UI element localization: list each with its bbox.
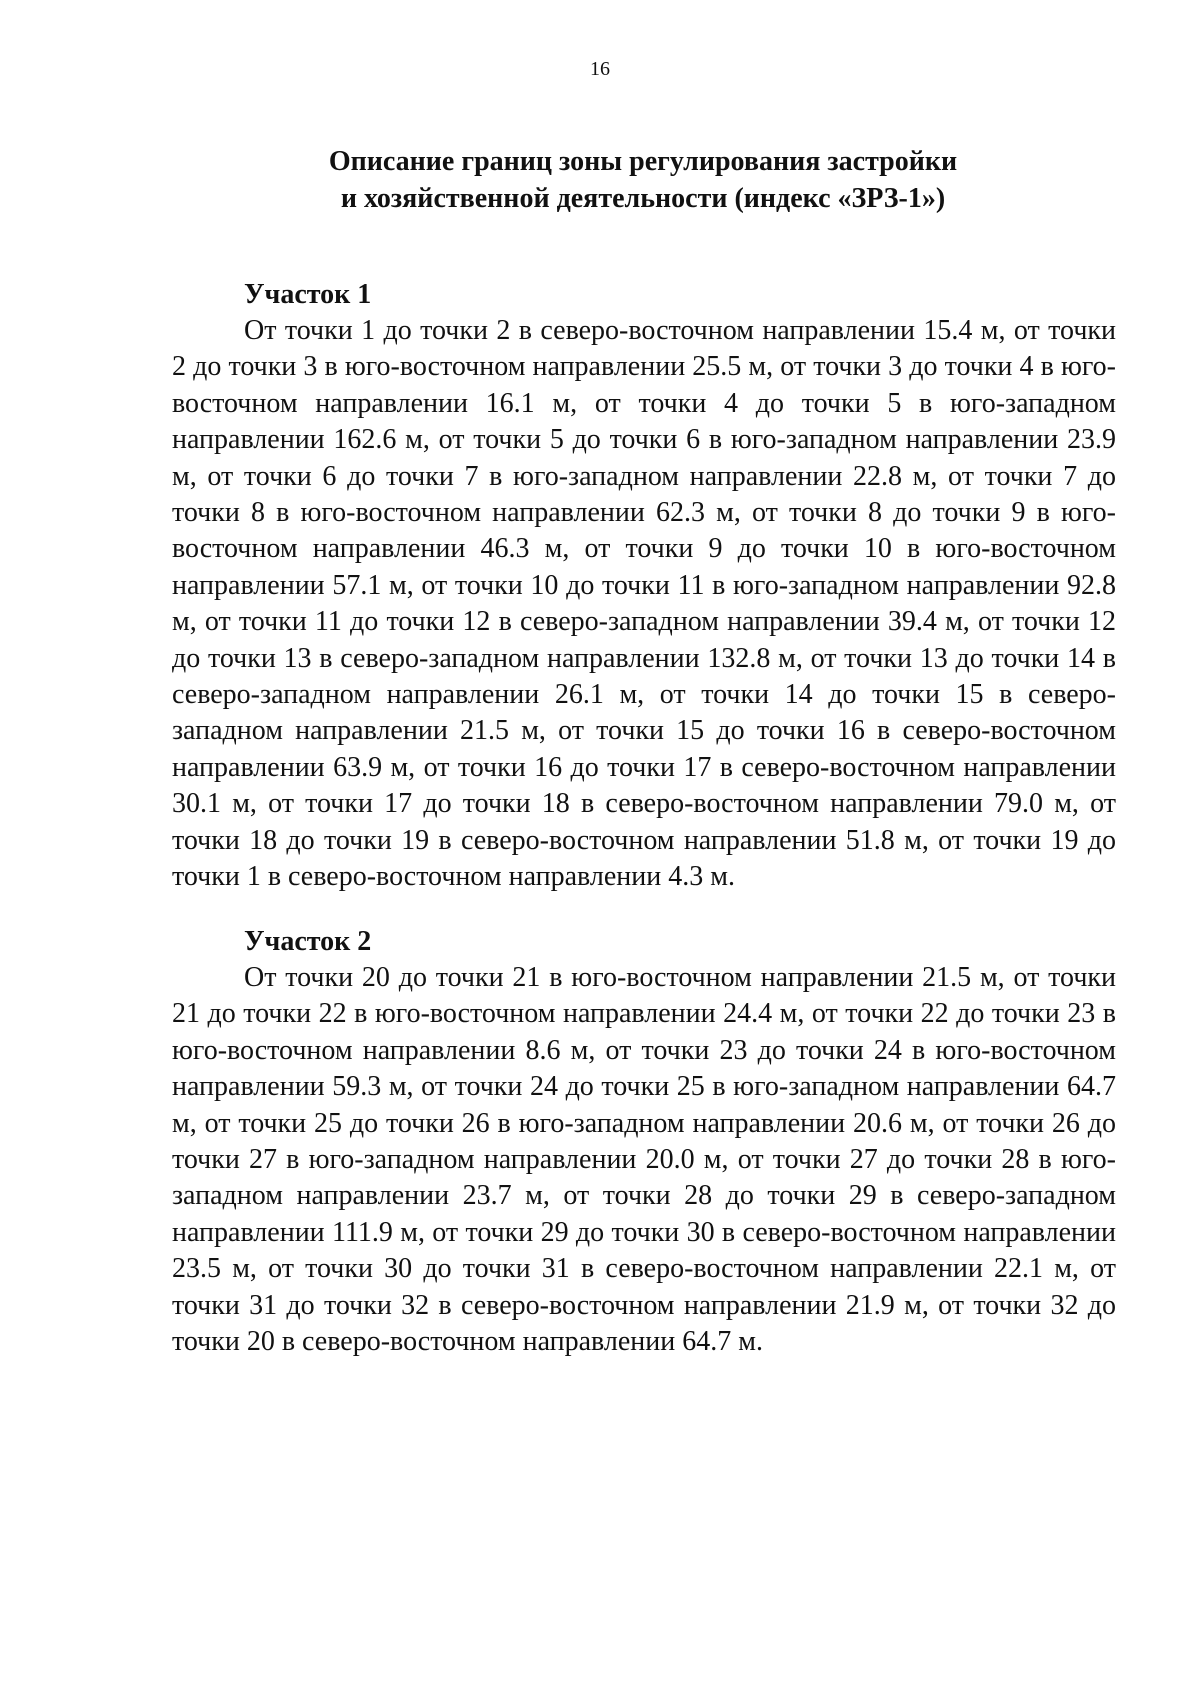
title-line-2: и хозяйственной деятельности (индекс «ЗРЗ-1») — [340, 183, 946, 214]
document-title — [170, 143, 1116, 217]
section-heading: Участок 1 — [244, 279, 372, 310]
section-heading: Участок 2 — [244, 926, 372, 957]
title-line-1: Описание границ зоны регулирования застройки — [328, 146, 958, 177]
section-paragraph: От точки 1 до точки 2 в северо-восточном направлении 15.4 м, от точки 2 до точки 3 в юго-восточном направлении 25.5 м, от точки 3 до точки 4 в юго-восточном направлении 16.1 м, от точки 4 до точки 5 в юго-западном направлении 162.6 м, от точки 5 до точки 6 в юго-западном направлении 23.9 м, от точки 6 до точки 7 в юго-западном направлении 22.8 м, от точки 7 до точки 8 в юго-восточном направлении 62.3 м, от точки 8 до точки 9 в юго-восточном направлении 46.3 м, от точки 9 до точки 10 в юго-восточном направлении 57.1 м, от точки 10 до точки 11 в юго-западном направлении 92.8 м, от точки 11 до точки 12 в северо-западном направлении 39.4 м, от точки 12 до точки 13 в северо-западном направлении 132.8 м, от точки 13 до точки 14 в северо-западном направлении 26.1 м, от точки 14 до точки 15 в северо-западном направлении 21.5 м, от точки 15 до точки 16 в северо-восточном направлении 63.9 м, от точки 16 до точки 17 в северо-восточном направлении 30.1 м, от точки 17 до точки 18 в северо-восточном направлении 79.0 м, от точки 18 до точки 19 в северо-восточном направлении 51.8 м, от точки 19 до точки 1 в северо-восточном направлении 4.3 м. — [172, 315, 1116, 893]
section-paragraph: От точки 20 до точки 21 в юго-восточном направлении 21.5 м, от точки 21 до точки 22 в юго-восточном направлении 24.4 м, от точки 22 до точки 23 в юго-восточном направлении 8.6 м, от точки 23 до точки 24 в юго-восточном направлении 59.3 м, от точки 24 до точки 25 в юго-западном направлении 64.7 м, от точки 25 до точки 26 в юго-западном направлении 20.6 м, от точки 26 до точки 27 в юго-западном направлении 20.0 м, от точки 27 до точки 28 в юго-западном направлении 23.7 м, от точки 28 до точки 29 в северо-западном направлении 111.9 м, от точки 29 до точки 30 в северо-восточном направлении 23.5 м, от точки 30 до точки 31 в северо-восточном направлении 22.1 м, от точки 31 до точки 32 в северо-восточном направлении 21.9 м, от точки 32 до точки 20 в северо-восточном направлении 64.7 м. — [172, 962, 1116, 1358]
section-parcel-1 — [172, 277, 1116, 896]
page-number: 16 — [590, 58, 610, 80]
section-parcel-2 — [172, 924, 1116, 1360]
